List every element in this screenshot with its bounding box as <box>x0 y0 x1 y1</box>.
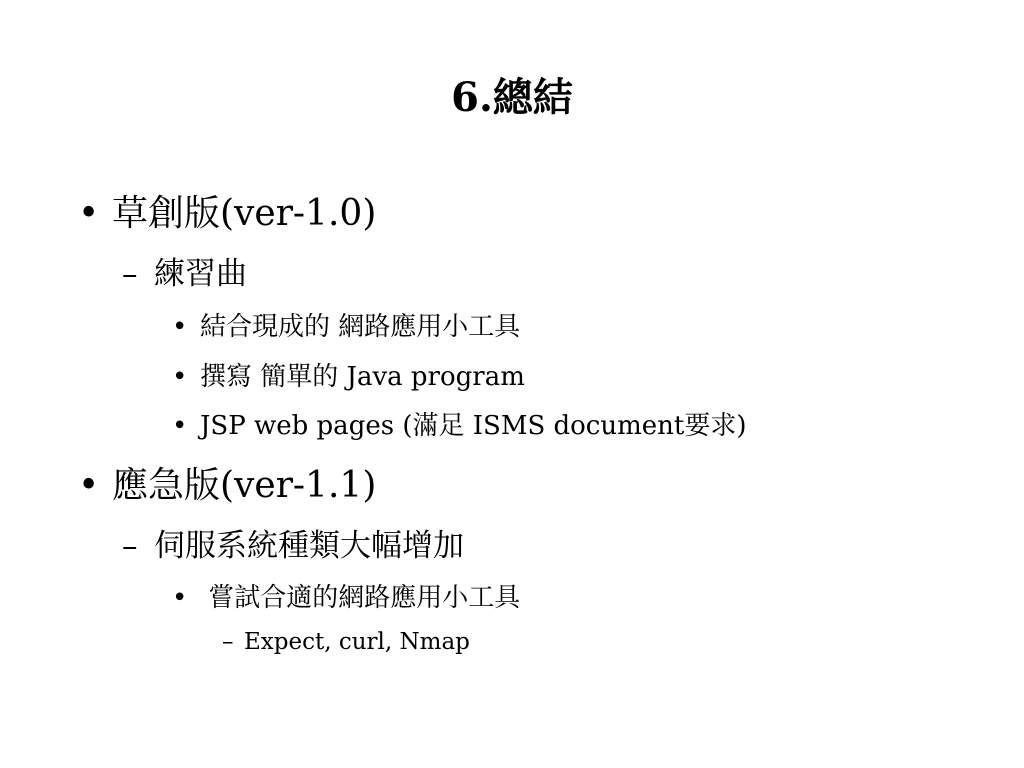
bullet-item-emergency-version <box>78 464 376 508</box>
section-heading: 應急版(ver-1.1) <box>112 465 377 506</box>
list-item-text: 撰寫 簡單的 Java program <box>200 362 525 392</box>
sub-item-text: 伺服系統種類大幅增加 <box>154 528 464 564</box>
bullet-marker: • <box>172 312 188 342</box>
slide-title: 6.總結 <box>451 74 573 121</box>
detail-item-text: Expect, curl, Nmap <box>244 629 470 655</box>
dash-marker: – <box>122 528 138 564</box>
list-item <box>172 360 525 394</box>
sub-item-server-types <box>122 526 464 566</box>
bullet-marker: • <box>78 465 100 506</box>
bullet-marker: • <box>172 362 188 392</box>
list-item <box>172 581 520 615</box>
detail-item-tools <box>222 627 470 657</box>
list-item-text: JSP web pages (滿足 ISMS document要求) <box>200 411 747 441</box>
dash-marker: – <box>222 629 234 655</box>
sub-item-practice <box>122 254 247 294</box>
bullet-marker: • <box>172 583 188 613</box>
list-item-text: 嘗試合適的網路應用小工具 <box>200 583 521 613</box>
section-heading: 草創版(ver-1.0) <box>112 193 377 234</box>
bullet-marker: • <box>172 411 188 441</box>
bullet-item-draft-version <box>78 192 376 236</box>
list-item-text: 結合現成的 網路應用小工具 <box>200 312 521 342</box>
sub-item-text: 練習曲 <box>154 256 247 292</box>
bullet-marker: • <box>78 193 100 234</box>
dash-marker: – <box>122 256 138 292</box>
list-item <box>172 310 520 344</box>
list-item <box>172 409 747 443</box>
